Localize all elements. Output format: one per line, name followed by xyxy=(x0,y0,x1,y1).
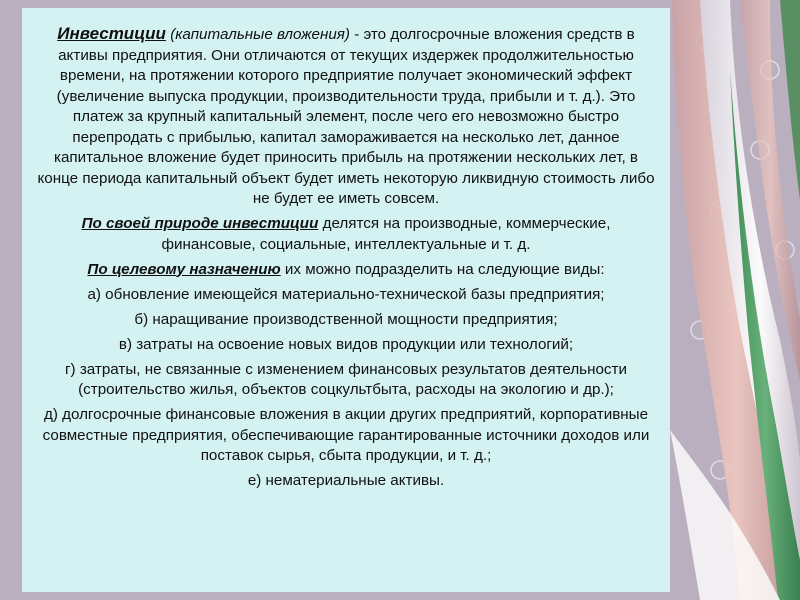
definition-note: (капитальные вложения) xyxy=(170,26,350,43)
intro-text: - это долгосрочные вложения средств в активы предприятия. Они отличаются от текущих издержек продолжительностью времени, на протяжении которого предприятие получает экономический эффект (увеличение выпуска продукции, производительности труда, прибыли и т. д.). Это платеж за крупный капитальный элемент, после чего его невозможно быстро перепродать с прибылью, капитал замораживается на несколько лет, данное капитальное вложение будет приносить прибыль на протяжении нескольких лет, в конце периода капитальный объект будет иметь некоторую ликвидную стоимость либо не будет ее иметь совсем. xyxy=(37,26,655,207)
investment-term: Инвестиции xyxy=(57,24,166,43)
purpose-item-e: д) долгосрочные финансовые вложения в акции других предприятий, корпоративные совместные предприятия, обеспечивающие гарантированные источники доходов или поставок сырья, сбыта продукции, и т. д.; xyxy=(42,406,650,464)
purpose-item-b: б) наращивание производственной мощности предприятия; xyxy=(134,310,558,328)
nature-paragraph xyxy=(34,214,658,255)
intro-paragraph xyxy=(34,24,658,210)
nature-text: делятся на производные, коммерческие, финансовые, социальные, интеллектуальные и т. д. xyxy=(161,215,611,253)
nature-heading: По своей природе инвестиции xyxy=(81,215,319,232)
purpose-item-d: г) затраты, не связанные с изменением финансовых результатов деятельности (строительство жилья, объектов соцкультбыта, расходы на экологию и др.); xyxy=(65,360,627,398)
purpose-item-a: а) обновление имеющейся материально-технической базы предприятия; xyxy=(87,285,605,303)
purpose-item-c: в) затраты на освоение новых видов продукции или технологий; xyxy=(118,335,574,353)
purpose-text: их можно подразделить на следующие виды: xyxy=(280,260,605,278)
purpose-paragraph xyxy=(34,260,658,281)
text-panel xyxy=(22,8,670,592)
purpose-heading: По целевому назначению xyxy=(87,260,281,278)
purpose-item-f: е) нематериальные активы. xyxy=(247,472,445,489)
